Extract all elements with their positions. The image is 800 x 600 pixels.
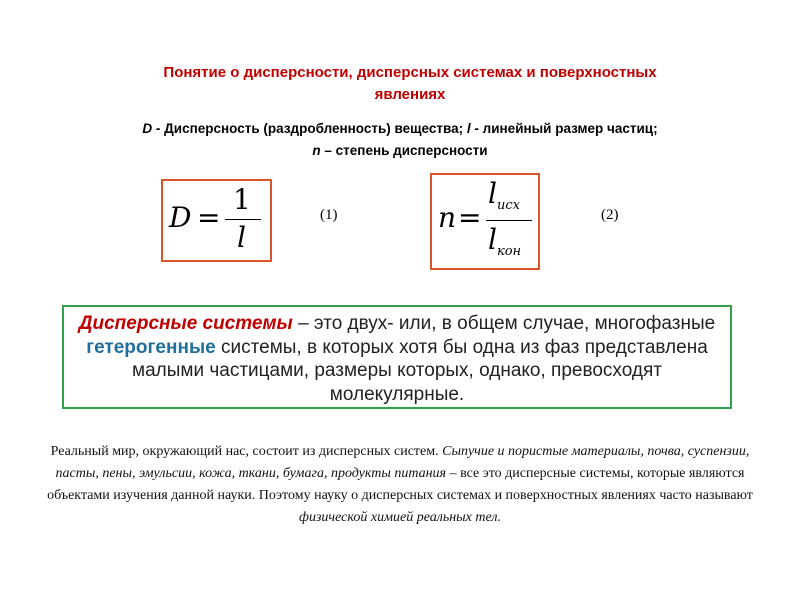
formula-2-number: (2) bbox=[601, 207, 619, 223]
title-line-1: Понятие о дисперсности, дисперсных системах и поверхностных bbox=[163, 64, 657, 81]
formula-2-den-subscript: кон bbox=[496, 244, 522, 259]
paragraph-part-1: Реальный мир, окружающий нас, состоит из дисперсных систем. bbox=[50, 444, 443, 459]
paragraph-examples: Сыпучие и пористые материалы, почва, суспензии, пасты, пены, эмульсии, кожа, ткани, бумага, продукты питания bbox=[55, 444, 750, 481]
n-definition: – степень дисперсности bbox=[320, 143, 488, 158]
formula-2-numerator bbox=[488, 177, 520, 213]
l-definition: - линейный размер частиц; bbox=[470, 121, 658, 136]
formula-2-fraction-bar bbox=[486, 220, 532, 221]
formula-2-lhs: n bbox=[438, 201, 457, 234]
formula-1-box bbox=[161, 179, 272, 262]
paragraph-part-2: – все это дисперсные системы, которые являются объектами изучения данной науки. Поэтому науку о дисперсных системах и поверхностных явлениях часто называют bbox=[47, 466, 753, 503]
dispersed-systems-definition-box bbox=[62, 305, 732, 409]
formula-2-num-subscript: исх bbox=[496, 198, 520, 213]
definition-text-1: – это двух- или, в общем случае, многофазные bbox=[292, 313, 716, 334]
formula-1-fraction-bar bbox=[225, 219, 261, 220]
formula-2-box bbox=[430, 173, 540, 270]
title-line-2: явлениях bbox=[374, 86, 446, 103]
formula-1-numerator: 1 bbox=[233, 183, 251, 216]
term-dispersed-systems: Дисперсные системы bbox=[78, 313, 293, 334]
real-world-paragraph bbox=[28, 441, 772, 529]
definition-line-2 bbox=[64, 336, 730, 360]
definition-line-4: молекулярные. bbox=[329, 383, 465, 405]
formula-1-equals: = bbox=[197, 201, 221, 234]
definition-text-2: системы, в которых хотя бы одна из фаз представлена bbox=[215, 336, 708, 358]
definition-line-3: малыми частицами, размеры которых, однако, превосходят bbox=[132, 360, 662, 381]
formula-1-number: (1) bbox=[320, 207, 338, 223]
term-heterogeneous: гетерогенные bbox=[86, 336, 216, 358]
symbol-definitions bbox=[60, 118, 740, 162]
paragraph-physical-chemistry: физической химией реальных тел. bbox=[299, 510, 501, 525]
definition-line-1 bbox=[64, 312, 730, 336]
definitions-line-1 bbox=[60, 118, 740, 140]
formula-2-equals: = bbox=[458, 201, 482, 234]
slide-title bbox=[100, 62, 720, 106]
d-symbol: D bbox=[142, 121, 153, 136]
formula-1-denominator: l bbox=[237, 221, 246, 254]
definitions-line-2 bbox=[60, 140, 740, 162]
formula-1-lhs: D bbox=[169, 201, 192, 234]
formula-2-denominator bbox=[488, 223, 521, 259]
n-symbol: n bbox=[312, 143, 321, 158]
d-definition: - Дисперсность (раздробленность) вещества; bbox=[152, 121, 467, 136]
l-symbol: l bbox=[466, 121, 471, 136]
formula-2-num-base: l bbox=[488, 177, 497, 210]
formula-2-den-base: l bbox=[488, 223, 497, 256]
